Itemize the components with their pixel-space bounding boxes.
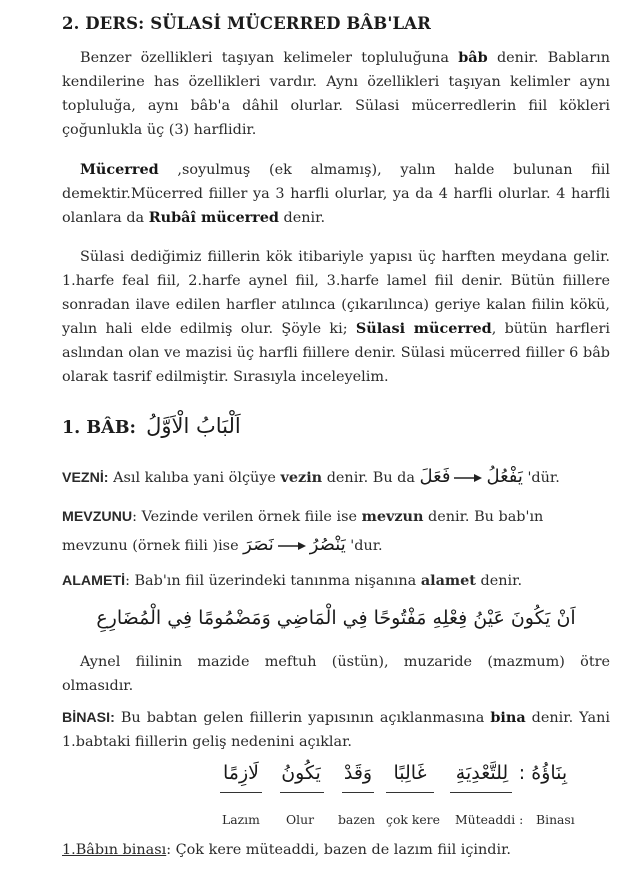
- text: Bu babtan gelen fiillerin yapısının açıklanmasına: [114, 710, 491, 726]
- paragraph-aynel: Aynel fiilinin mazide meftuh (üstün), muzaride (mazmum) ötre olmasıdır.: [62, 654, 610, 694]
- label-binasi: BİNASI:: [62, 710, 115, 726]
- text: : Çok kere müteaddi, bazen de lazım fiil içindir.: [166, 842, 511, 858]
- text: denir. Yani 1.babtaki fiillerin geliş nedenini açıklar.: [62, 710, 610, 750]
- bab1-bina-summary: [62, 842, 511, 858]
- text: 'dur.: [345, 538, 383, 554]
- term-mucerred: Mücerred: [80, 161, 159, 178]
- text: denir.: [278, 210, 326, 226]
- text: ,soyulmuş (ek almamış), yalın halde bulunan fiil demektir.Mücerred fiiller ya 3 harfli olurlar, ya da 4 harfli olurlar. 4 harfli olanlara da: [62, 162, 610, 226]
- mevzunu-line-1: [62, 508, 543, 525]
- text: denir. Babların kendilerine has özellikleri vardır. Aynı özellikleri taşıyan kelimler aynı topluluğa, aynı bâb'a dâhil olurlar. Sülasi mücerredlerin fiil kökleri çoğunlukla üç (3) harflidir.: [62, 50, 610, 138]
- term-rubai-mucerred: Rubâî mücerred: [148, 209, 279, 226]
- text: : Bab'ın fiil üzerindeki tanınma nişanına: [125, 573, 421, 589]
- alameti-line: [62, 572, 522, 589]
- term-vezin: vezin: [280, 469, 323, 486]
- arabic-word-laziman: لَازِمًا: [223, 762, 259, 784]
- caption-olur: Olur: [286, 812, 315, 827]
- arabic-fa-ala: فَعَلَ: [419, 466, 451, 487]
- text: Sülasi dediğimiz fiillerin kök itibariyle yapısı üç harften meydana gelir. 1.harfe feal fiil, 2.harfe aynel fiil, 3.harfe lamel fiil denir. Bütün fiillere sonradan ilave edilen harfler atılınca (çıkarılınca) geriye kalan fiilin kökü, yalın hali elde edilmiş olur. Şöyle ki;: [62, 249, 610, 337]
- caption-bazen: bazen: [338, 812, 376, 827]
- paragraph-mucerred: [62, 158, 610, 230]
- arabic-word-binauhu: بِنَاؤُهُ :: [518, 762, 568, 784]
- text: , bütün harfleri aslından olan ve mazisi üç harfli fiillere denir. Sülasi mücerred fiiller 6 bâb olarak tasrif edilmiştir. Sırasıyla inceleyelim.: [62, 321, 610, 385]
- paragraph-sulasi: [62, 245, 610, 389]
- arabic-nasara: نَصَرَ: [243, 534, 274, 555]
- mevzunu-line-2: [62, 534, 383, 555]
- underline: [450, 792, 512, 793]
- paragraph-binasi: [62, 706, 610, 754]
- section-arabic-title: اَلْبَابُ الْاَوَّلُ: [146, 414, 241, 438]
- vezni-line: [62, 466, 560, 487]
- underline: [280, 792, 324, 793]
- term-bab: bâb: [458, 49, 488, 66]
- section-label: 1. BÂB:: [62, 418, 136, 438]
- arabic-yaf-ulu: يَفْعُلُ: [486, 466, 523, 487]
- term-mevzun: mevzun: [361, 508, 424, 525]
- paragraph-bab-definition: [62, 46, 610, 142]
- text: denir. Bu da: [322, 470, 420, 486]
- arabic-word-ve-kad: وَقَدْ: [343, 762, 373, 784]
- text: denir. Bu bab'ın: [423, 509, 544, 525]
- underline: [342, 792, 374, 793]
- text: denir.: [475, 573, 523, 589]
- text: Asıl kalıba yani ölçüye: [108, 470, 281, 486]
- arabic-word-lit-tadiye: لِلتَّعْدِيَةِ: [455, 762, 509, 784]
- label-alameti: ALAMETİ: [62, 573, 126, 589]
- alamet-arabic-sentence: اَنْ يَكُونَ عَيْنُ فِعْلِهِ مَفْتُوحًا فِي الْمَاضِي وَمَضْمُومًا فِي الْمُضَارِعِ: [96, 607, 576, 629]
- section-heading-bab1: [62, 414, 241, 438]
- arabic-word-yekunu: يَكُونُ: [281, 762, 321, 784]
- arrow-right-icon: [453, 473, 483, 483]
- term-bina: bina: [490, 709, 526, 726]
- text: 'dür.: [522, 470, 560, 486]
- caption-lazim: Lazım: [222, 812, 260, 827]
- caption-muteaddi: Müteaddi :: [455, 812, 524, 827]
- underlined-term: 1.Bâbın binası: [62, 842, 167, 858]
- text: : Vezinde verilen örnek fiile ise: [132, 509, 362, 525]
- arabic-yansuru: يَنْصُرُ: [309, 534, 346, 555]
- lesson-title: 2. DERS: SÜLASİ MÜCERRED BÂB'LAR: [62, 14, 431, 33]
- label-vezni: VEZNİ:: [62, 470, 109, 486]
- arabic-word-galiben: غَالِبًا: [393, 762, 427, 784]
- arrow-right-icon: [277, 541, 307, 551]
- underline: [386, 792, 434, 793]
- caption-cok-kere: çok kere: [386, 812, 440, 827]
- label-mevzunu: MEVZUNU: [62, 509, 133, 525]
- text: Benzer özellikleri taşıyan kelimeler topluluğuna: [80, 50, 459, 66]
- caption-binasi: Binası: [536, 812, 575, 827]
- term-sulasi-mucerred: Sülasi mücerred: [355, 320, 492, 337]
- underline: [220, 792, 262, 793]
- term-alamet: alamet: [420, 572, 476, 589]
- text: mevzunu (örnek fiili )ise: [62, 538, 244, 554]
